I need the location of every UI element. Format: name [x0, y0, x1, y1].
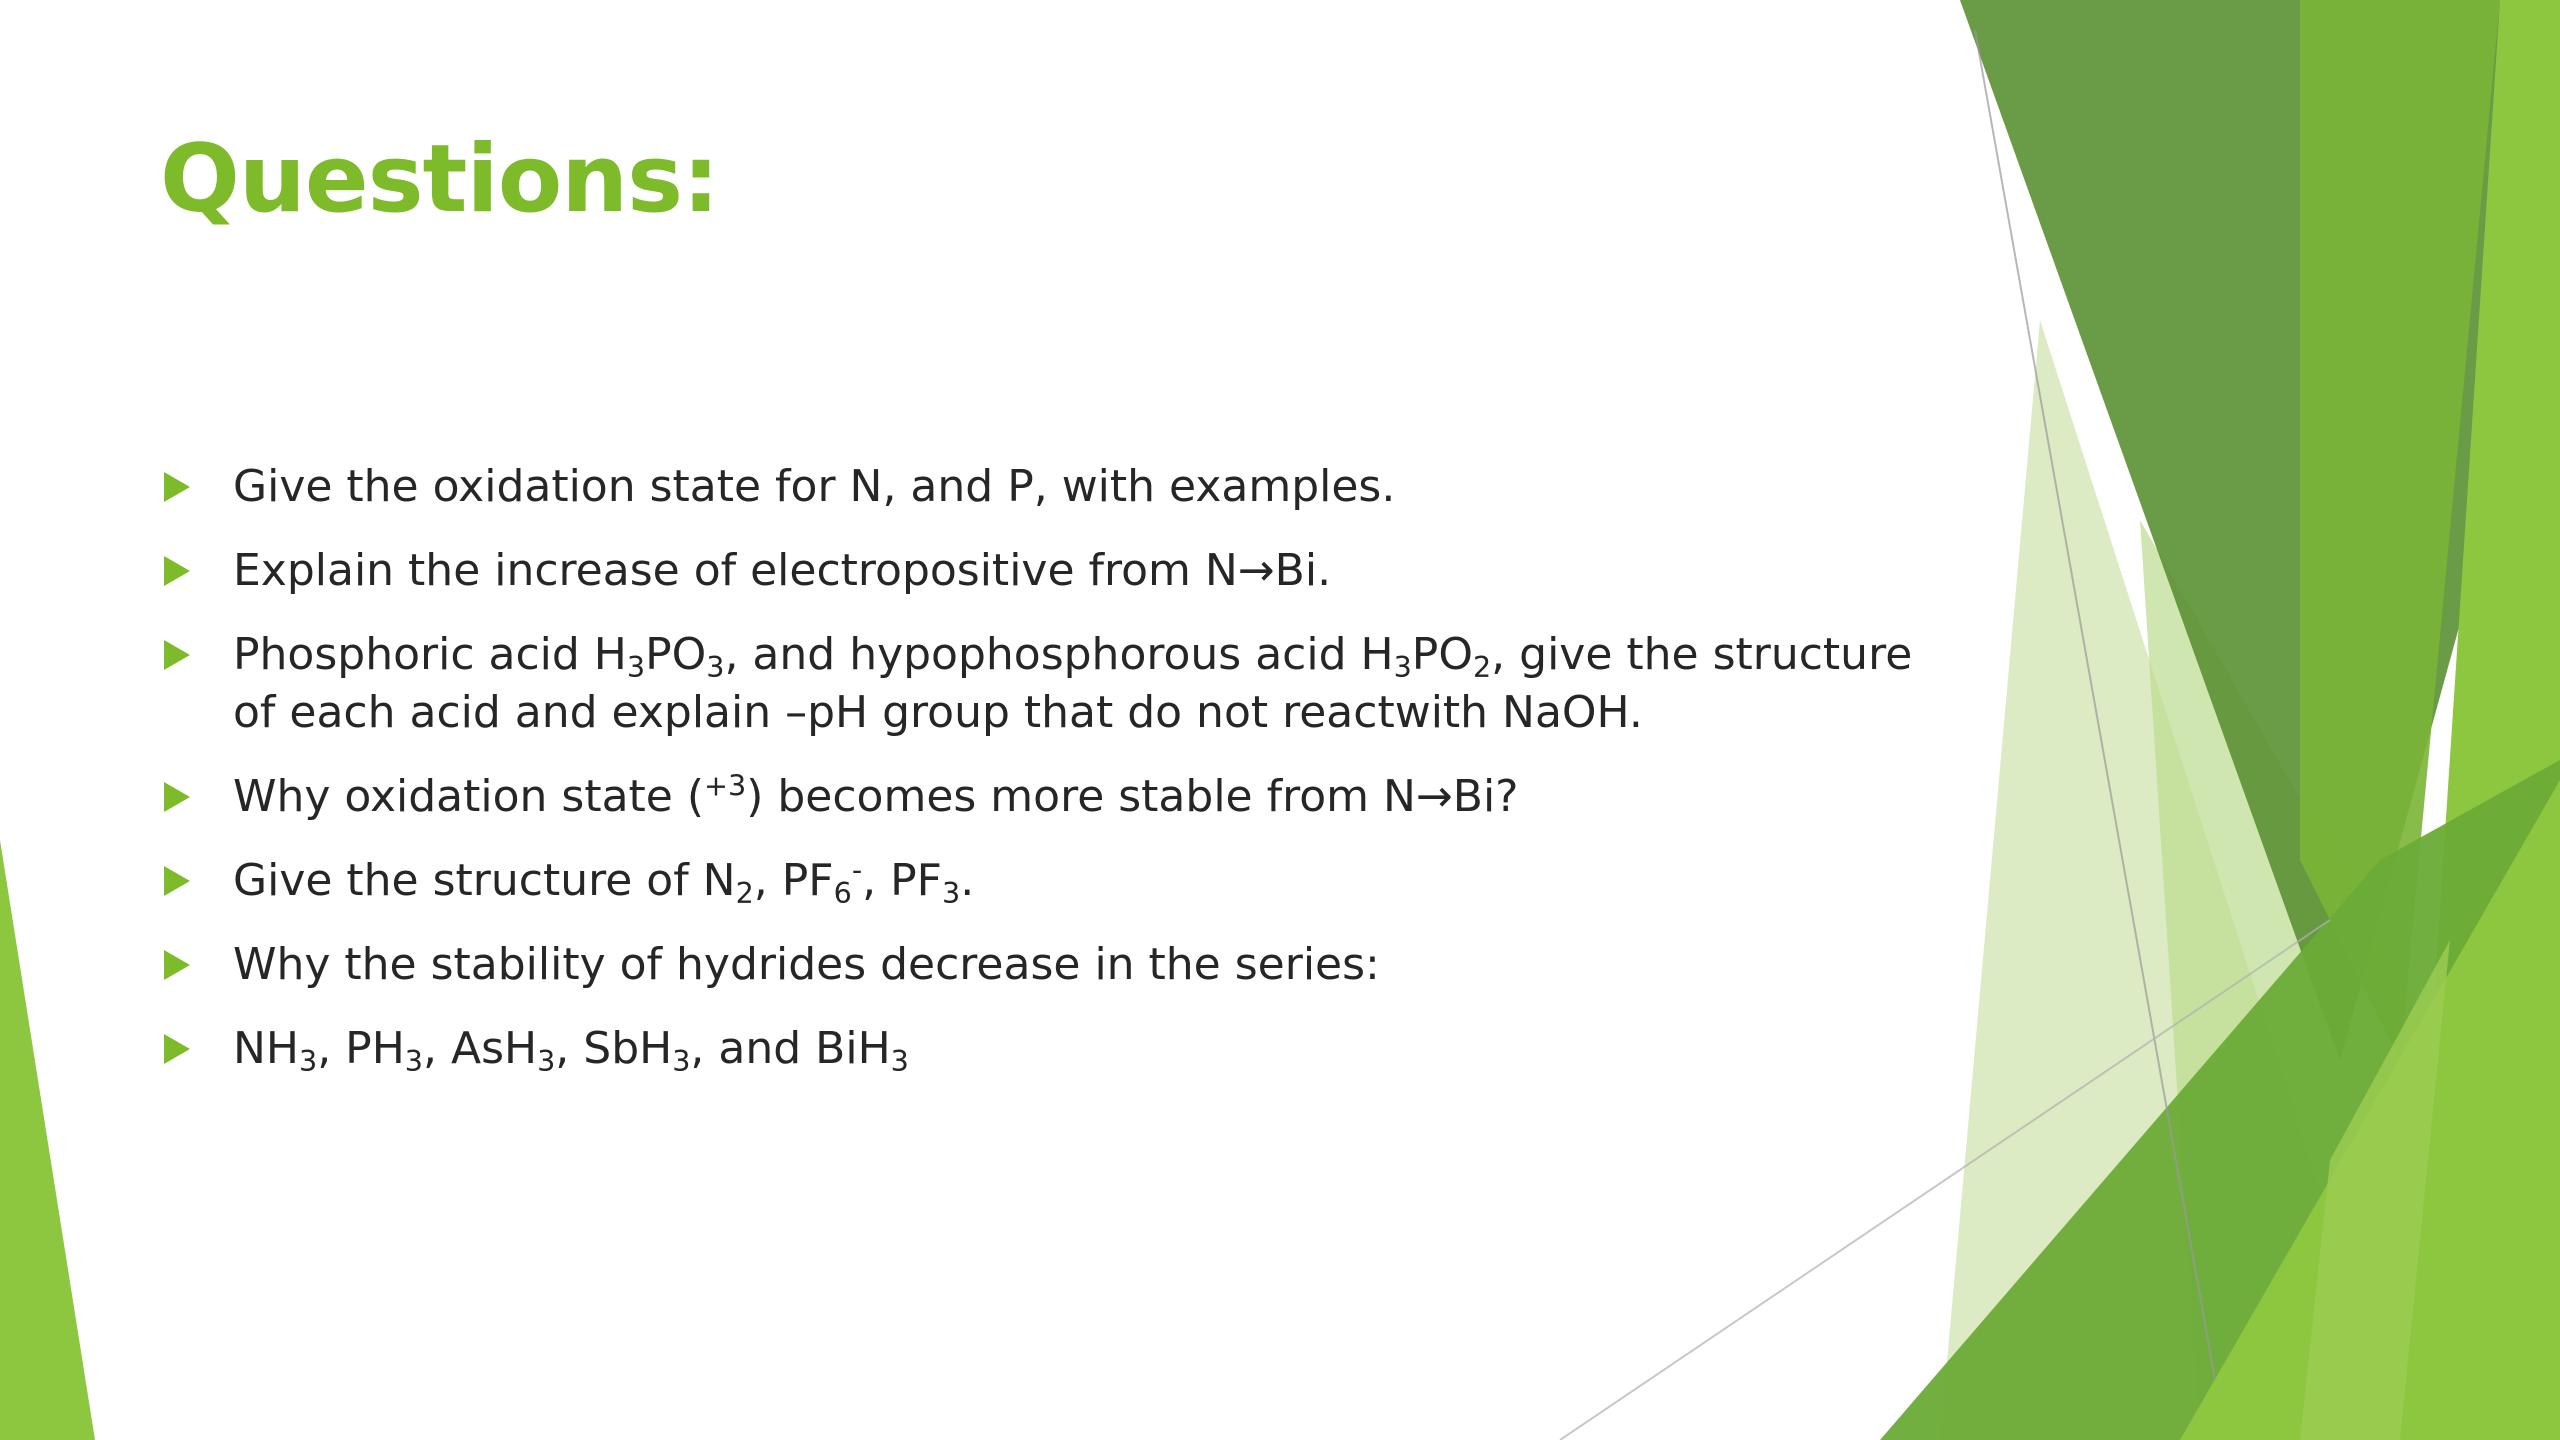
triangle-right-icon: [164, 640, 190, 670]
text-run: , PH: [317, 1023, 405, 1074]
text-run: PO: [645, 629, 707, 680]
subscript-text: 3: [890, 1044, 909, 1078]
subscript-text: 3: [404, 1044, 423, 1078]
text-run: Give the structure of N: [233, 855, 736, 906]
subscript-text: 2: [1472, 650, 1492, 684]
text-run: NH: [233, 1023, 299, 1074]
subscript-text: 6: [833, 876, 852, 910]
text-run: , PF: [862, 855, 942, 906]
text-run: , PF: [753, 855, 834, 906]
subscript-text: 3: [672, 1044, 691, 1078]
text-run: , and BiH: [690, 1023, 891, 1074]
bullet-text: [233, 629, 1912, 738]
text-run: .: [960, 855, 975, 906]
bullet-text: [233, 1023, 909, 1078]
text-run: Give the oxidation state for N, and P, with examples.: [233, 461, 1396, 512]
superscript-text: +3: [704, 768, 747, 803]
subscript-text: 3: [299, 1044, 318, 1078]
bullet-item: [160, 768, 1940, 826]
bullet-text: [233, 852, 975, 910]
triangle-right-icon: [164, 782, 190, 812]
bullet-item: [160, 936, 1940, 994]
text-run: ) becomes more stable from N→Bi?: [746, 771, 1519, 822]
slide-title: Questions:: [160, 125, 719, 234]
bullet-item: [160, 542, 1940, 600]
text-run: , SbH: [555, 1023, 673, 1074]
text-run: , AsH: [423, 1023, 538, 1074]
bullet-text: [233, 939, 1380, 990]
bullet-text: [233, 545, 1331, 596]
subscript-text: 2: [735, 876, 754, 910]
bullet-text: [233, 768, 1519, 822]
superscript-text: -: [851, 852, 863, 887]
text-run: PO: [1411, 629, 1473, 680]
bullet-list: [160, 458, 1940, 1104]
left-edge-shape: [0, 840, 95, 1440]
subscript-text: 3: [537, 1044, 556, 1078]
subscript-text: 3: [941, 876, 961, 910]
subscript-text: 3: [706, 650, 725, 684]
triangle-right-icon: [164, 1034, 190, 1064]
text-run: Why the stability of hydrides decrease in the series:: [233, 939, 1380, 990]
text-run: Why oxidation state (: [233, 771, 705, 822]
text-run: Explain the increase of electropositive from N→Bi.: [233, 545, 1332, 596]
triangle-right-icon: [164, 950, 190, 980]
triangle-right-icon: [164, 472, 190, 502]
text-run: , give the structure of each acid and explain –pH group that do not reactwith NaOH.: [233, 629, 1913, 738]
triangle-right-icon: [164, 866, 190, 896]
triangle-right-icon: [164, 556, 190, 586]
bullet-item: [160, 1020, 1940, 1078]
bullet-item: [160, 626, 1940, 742]
subscript-text: 3: [1393, 650, 1412, 684]
bullet-item: [160, 852, 1940, 910]
text-run: Phosphoric acid H: [233, 629, 627, 680]
bullet-item: [160, 458, 1940, 516]
bullet-text: [233, 461, 1395, 512]
subscript-text: 3: [626, 650, 646, 684]
text-run: , and hypophosphorous acid H: [724, 629, 1394, 680]
